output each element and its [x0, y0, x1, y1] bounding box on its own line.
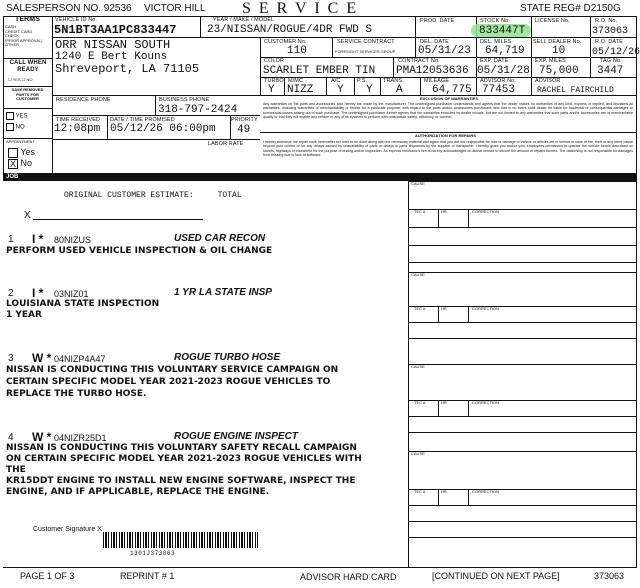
job-description: LOUISIANA STATE INSPECTION 1 YEAR: [6, 299, 160, 320]
ro-date: 05/12/26: [592, 47, 640, 58]
license-label: LICENSE No.: [535, 18, 570, 24]
ruled-line: [408, 521, 636, 522]
cause-rule: [408, 364, 636, 365]
exp-miles: 75,000: [539, 65, 579, 77]
ruled-line: [408, 245, 636, 246]
barcode-text: 1301J373063: [130, 550, 176, 557]
page-number: PAGE 1 OF 3: [20, 571, 75, 581]
cause-rule: [408, 272, 636, 273]
exp-miles-label: EXP. MILES: [535, 58, 566, 64]
ps-label: P.S.: [357, 78, 368, 84]
ps: Y: [366, 84, 373, 96]
mimc: NIZZ: [287, 84, 314, 96]
ro-number: 373063: [592, 26, 629, 37]
job-opcode: 04NIZR25D1: [54, 433, 107, 443]
hr-label: HR: [441, 306, 447, 311]
original-estimate: ORIGINAL CUSTOMER ESTIMATE: TOTAL: [64, 191, 242, 200]
warranty-title: EXCLUSION OF WARRANTIES: [420, 96, 479, 101]
service-contract: FORESIGHT SERVICES GROUP: [335, 49, 396, 54]
business-phone-label: BUSINESS PHONE: [159, 97, 210, 103]
del-date-label: DEL. DATE: [420, 39, 449, 45]
prod-date-label: PROD. DATE: [420, 18, 455, 24]
header-advisor-name: VICTOR HILL: [144, 3, 206, 14]
cause-label: CAUSE: [411, 364, 425, 369]
job-number: 2: [8, 288, 14, 299]
tec-label: TEC #: [414, 400, 426, 405]
ro-label: R.O. No.: [595, 18, 618, 24]
job-code: I *: [32, 286, 44, 300]
hr-label: HR: [441, 209, 447, 214]
authorization-text: I hereby authorize the repair work hereinafter set forth to be done along with the necessary material and agree that you are not responsible for loss or damage to vehicle or articles left in vehicle in case of fire, theft or any other cause beyond your control or for any delays caused by unavailability of parts or delays in parts shipments by the supplier or transporter. I hereby grant you and/or your employees permission to operate the vehicle herein described on streets, highways or elsewhere for the purpose of testing and/or inspection. An express mechanic's lien is hereby acknowledged on above vehicle to secure the amount of repairs thereto. The dealership is not responsible for damages from missing due to lack of software.: [263, 140, 633, 157]
advisor-name: RACHEL FAIRCHILD: [537, 86, 614, 95]
cause-rule: [408, 451, 636, 452]
date-promised-label: DATE / TIME PROMISED: [110, 117, 175, 123]
copy-type: ADVISOR HARD CARD: [300, 572, 397, 582]
advisor-no: 77453: [482, 84, 516, 96]
year-make-model: 23/NISSAN/ROGUE/4DR FWD S: [207, 24, 373, 36]
date-promised: 05/12/26 06:00pm: [110, 123, 216, 135]
sell-dealer: 10: [552, 45, 566, 57]
correction-label: CORRECTION: [472, 400, 499, 405]
ruled-line: [408, 262, 636, 263]
turbo-label: TURBO: [264, 78, 284, 84]
ruled-line: [408, 338, 636, 339]
job-code: W *: [32, 351, 52, 365]
job-opcode: 04NIZP4A47: [54, 354, 106, 364]
time-received-label: TIME RECEIVED: [56, 117, 101, 123]
tec-label: TEC #: [414, 209, 426, 214]
footer-ro: 373063: [594, 571, 625, 581]
ruled-line: [408, 227, 636, 228]
sell-dealer-label: SELL DEALER No.: [533, 39, 582, 45]
cause-label: CAUSE: [411, 181, 425, 186]
ruled-line: [408, 505, 636, 506]
appointment-no[interactable]: X No: [9, 158, 33, 169]
priority-label: PRIORITY: [231, 117, 258, 123]
vehicle-color: SCARLET EMBER TIN: [263, 65, 376, 77]
time-received: 12:08pm: [54, 123, 101, 135]
tec-divider: [438, 400, 439, 416]
tec-label: TEC #: [414, 306, 426, 311]
reprint-number: REPRINT # 1: [120, 571, 175, 581]
ac: Y: [337, 84, 344, 96]
trans: A: [396, 84, 403, 96]
ruled-line: [408, 416, 636, 417]
mileage: 64,775: [432, 84, 472, 96]
appointment-yes[interactable]: Yes: [8, 147, 35, 158]
continued-note: [CONTINUED ON NEXT PAGE]: [432, 571, 560, 581]
job-opcode: 03NIZ01: [54, 289, 89, 299]
stock-number: 833447T: [479, 25, 526, 37]
customer-address: 1240 E Bert Kouns: [55, 51, 168, 63]
trans-label: TRANS.: [383, 78, 404, 84]
job-number: 1: [8, 234, 14, 245]
job-title: ROGUE TURBO HOSE: [174, 352, 281, 363]
stock-label: STOCK No.: [480, 18, 510, 24]
appointment-label: APPOINTMENT: [6, 139, 35, 144]
job-code: W *: [32, 430, 52, 444]
hr-divider: [468, 400, 469, 416]
job-description: NISSAN IS CONDUCTING THIS VOLUNTARY SERVICE CAMPAIGN ON CERTAIN SPECIFIC MODEL YEAR 2021-2023 ROGUE VEHICLES TO REPLACE THE TURBO HOSE.: [6, 365, 339, 399]
ruled-line: [408, 537, 636, 538]
color-label: COLOR: [264, 58, 285, 64]
save-parts: SAVE REMOVED PARTS FOR CUSTOMER: [11, 87, 44, 102]
tec-divider: [438, 209, 439, 227]
tec-divider: [438, 489, 439, 505]
tec-divider: [438, 306, 439, 322]
appointment-no-check: X: [9, 158, 16, 169]
ruled-line: [408, 432, 636, 433]
authorization-title: AUTHORIZATION FOR REPAIRS: [415, 133, 476, 138]
job-opcode: 80NIZUS: [54, 235, 92, 245]
business-phone: 318-797-2424: [158, 104, 238, 116]
salesperson-number: SALESPERSON NO. 92536: [6, 3, 132, 14]
ruled-line: [408, 322, 636, 323]
turbo: Y: [268, 84, 275, 96]
service-contract-label: SERVICE CONTRACT: [337, 39, 395, 45]
job-title: ROGUE ENGINE INSPECT: [174, 431, 298, 442]
advisor-label: ADVISOR: [535, 78, 561, 84]
estimate-x: X: [24, 210, 31, 221]
save-parts-no[interactable]: NO: [6, 123, 25, 131]
hr-divider: [468, 489, 469, 505]
customer-city: Shreveport, LA 71105: [55, 62, 200, 76]
contract-no: PMA12053636: [396, 65, 469, 77]
correction-label: CORRECTION: [472, 489, 499, 494]
save-parts-yes[interactable]: YES: [6, 112, 28, 120]
exp-date-label: EXP. DATE: [480, 58, 509, 64]
job-bar: [3, 174, 637, 181]
estimate-signature-line: [33, 219, 203, 220]
job-number: 3: [8, 353, 14, 364]
del-miles: 64,719: [485, 45, 525, 57]
tag-label: TAG No.: [600, 58, 622, 64]
cause-label: CAUSE: [411, 272, 425, 277]
exp-date: 05/31/28: [477, 65, 530, 77]
hr-divider: [468, 306, 469, 322]
job-title: USED CAR RECON: [174, 233, 266, 244]
form-title: S E R V I C E: [242, 0, 359, 17]
customer-no: 110: [287, 45, 307, 57]
advisor-no-label: ADVISOR No.: [480, 78, 516, 84]
ac-label: A/C: [331, 78, 341, 84]
mimc-label: M/MC: [288, 78, 304, 84]
hr-label: HR: [441, 489, 447, 494]
correction-label: CORRECTION: [472, 306, 499, 311]
job-code: I *: [32, 232, 44, 246]
job-description: PERFORM USED VEHICLE INSPECTION & OIL CHANGE: [6, 246, 273, 256]
del-miles-label: DEL. MILES: [480, 39, 512, 45]
cause-label: CAUSE: [411, 451, 425, 456]
vin-label: VEHICLE ID No.: [55, 17, 98, 23]
correction-label: CORRECTION: [472, 209, 499, 214]
vin: 5N1BT3AA1PC833447: [54, 23, 177, 37]
tec-label: TEC #: [414, 489, 426, 494]
customer-no-label: CUSTOMER No.: [264, 39, 307, 45]
hr-divider: [468, 209, 469, 227]
priority: 49: [237, 124, 251, 136]
terms-title: TERMS: [15, 16, 40, 23]
call-yes-no[interactable]: ☐ YES ☐ NO: [8, 77, 33, 82]
job-description: NISSAN IS CONDUCTING THIS VOLUNTARY SAFETY RECALL CAMPAIGN ON CERTAIN SPECIFIC MODEL YEAR 2021-2023 ROGUE VEHICLES WITH THE KR15DDT ENGINE TO INSTALL NEW ENGINE SOFTWARE, INSPECT THE ENGINE, AND IF APPLICABLE, REPLACE THE ENGINE.: [6, 443, 362, 497]
del-date: 05/31/23: [418, 45, 471, 57]
hr-label: HR: [441, 400, 447, 405]
customer-signature: Customer Signature X: [33, 526, 102, 533]
barcode: [103, 532, 258, 548]
ymm-label: YEAR / MAKE / MODEL: [213, 17, 275, 23]
mileage-label: MILEAGE: [424, 78, 450, 84]
ro-date-label: R.O. DATE: [595, 39, 623, 45]
cause-rule: [408, 181, 636, 182]
state-reg: STATE REG# D2150G: [520, 3, 621, 14]
job-number: 4: [8, 432, 14, 443]
call-when-ready: CALL WHEN READY: [9, 60, 47, 73]
warranty-text: Any warranties on the parts and accessories sold hereby are made by the manufacturer. The undersigned purchaser understands and agrees that the dealer makes no warranties of any kind, express or implied, and disclaims all warranties, including warranties of merchantability or fitness for a particular purpose, with regard to the parts and/or accessories purchased; and that in no event shall dealer be liable for incidental or consequential damages or commercial losses arising out of such purchase. The undersigned purchaser further agrees that the warranties excluded by dealer include, but are not limited to any warranties that such parts and/or accessories are of merchantable quality or that they will enable any vehicle or any of its systems to perform with reasonable safety, efficiency, or comfort.: [263, 102, 633, 119]
labor-rate-label: LABOR RATE: [208, 141, 244, 147]
job-title: 1 YR LA STATE INSP: [174, 287, 272, 298]
terms-options: CASH CREDIT CARD CHECK (PRIOR APPROVAL) OTHER: [5, 24, 43, 48]
job-label: JOB: [6, 174, 19, 180]
contract-no-label: CONTRACT No.: [398, 58, 440, 64]
residence-phone-label: RESIDENCE PHONE: [56, 97, 111, 103]
tag-number: 3447: [597, 65, 624, 77]
customer-name: ORR NISSAN SOUTH: [55, 38, 171, 52]
